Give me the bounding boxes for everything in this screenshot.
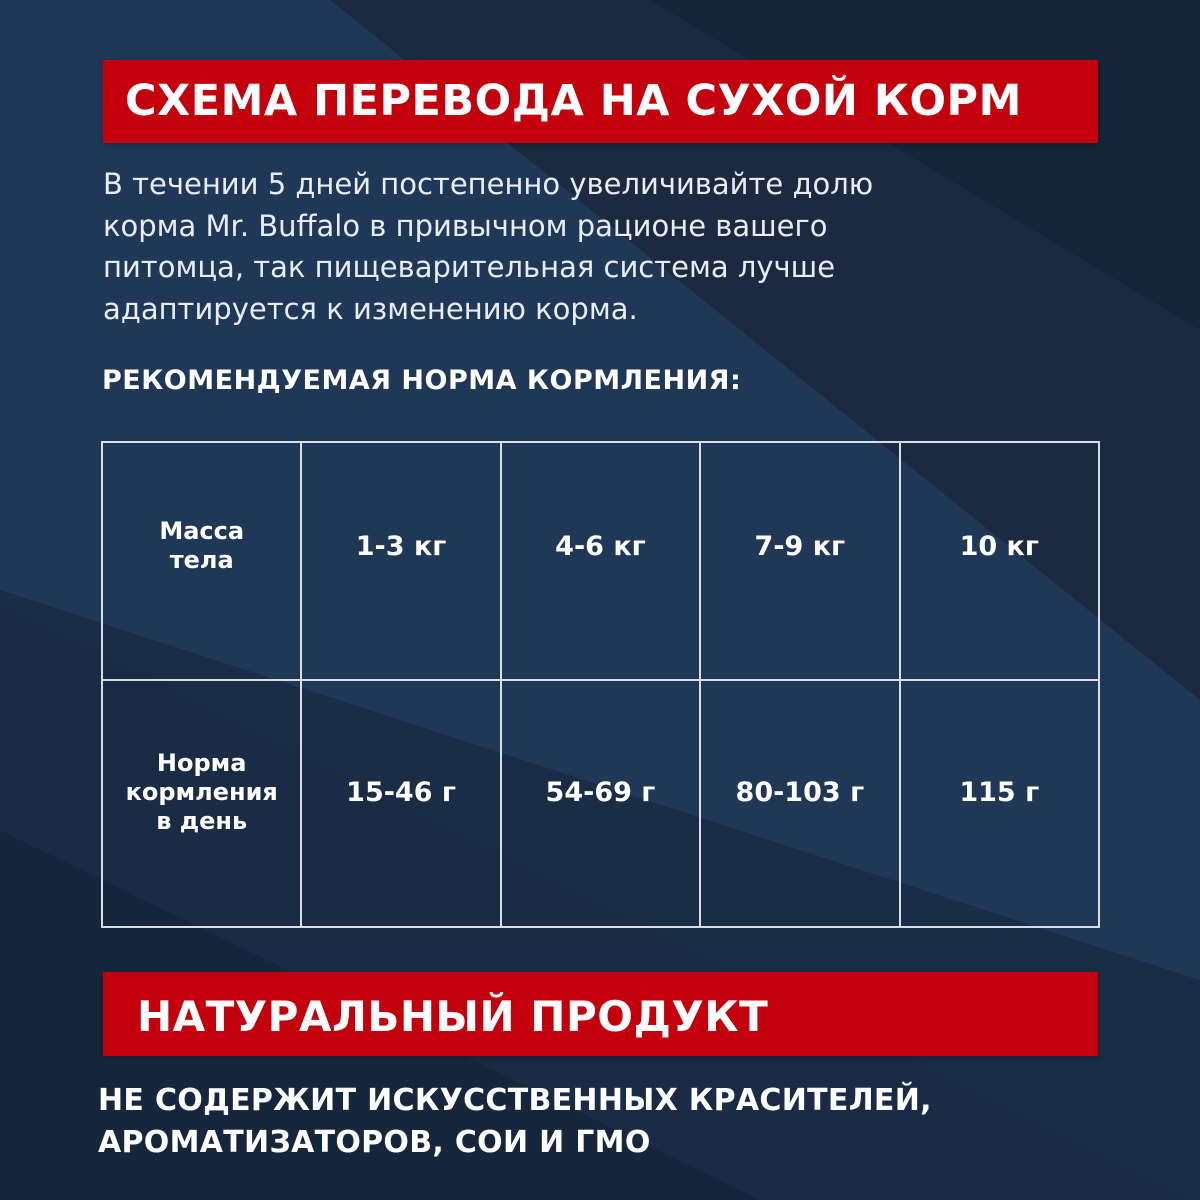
statement-line: НЕ СОДЕРЖИТ ИСКУССТВЕННЫХ КРАСИТЕЛЕЙ,: [98, 1083, 932, 1118]
body-mass-cell: 7-9 кг: [700, 442, 899, 680]
daily-norm-cell: 80-103 г: [700, 680, 899, 927]
daily-norm-row: [102, 680, 1099, 927]
body-mass-cell: 4-6 кг: [501, 442, 700, 680]
transition-scheme-title: СХЕМА ПЕРЕВОДА НА СУХОЙ КОРМ: [125, 76, 1022, 126]
transition-description: [103, 164, 1103, 330]
description-line: корма Mr. Buffalo в привычном рационе вашего: [103, 208, 828, 243]
daily-norm-header-cell: Норма кормления в день: [102, 680, 301, 927]
natural-product-title: НАТУРАЛЬНЫЙ ПРОДУКТ: [137, 992, 769, 1041]
body-mass-header-cell: Масса тела: [102, 442, 301, 680]
daily-norm-cell: 54-69 г: [501, 680, 700, 927]
description-line: В течении 5 дней постепенно увеличивайте долю: [103, 167, 874, 201]
daily-norm-cell: 115 г: [900, 680, 1099, 927]
feeding-norm-heading: РЕКОМЕНДУЕМАЯ НОРМА КОРМЛЕНИЯ:: [102, 365, 742, 396]
statement-line: АРОМАТИЗАТОРОВ, СОИ И ГМО: [98, 1125, 651, 1160]
transition-scheme-banner: [103, 60, 1098, 143]
description-line: адаптируется к изменению корма.: [103, 291, 638, 326]
description-line: питомца, так пищеварительная система лучше: [103, 250, 836, 284]
no-additives-statement: [98, 1080, 932, 1164]
natural-product-banner: [103, 972, 1098, 1056]
body-mass-row: [102, 442, 1099, 680]
feeding-norm-table: [101, 441, 1100, 928]
daily-norm-cell: 15-46 г: [301, 680, 500, 927]
body-mass-cell: 10 кг: [900, 442, 1099, 680]
body-mass-cell: 1-3 кг: [301, 442, 500, 680]
